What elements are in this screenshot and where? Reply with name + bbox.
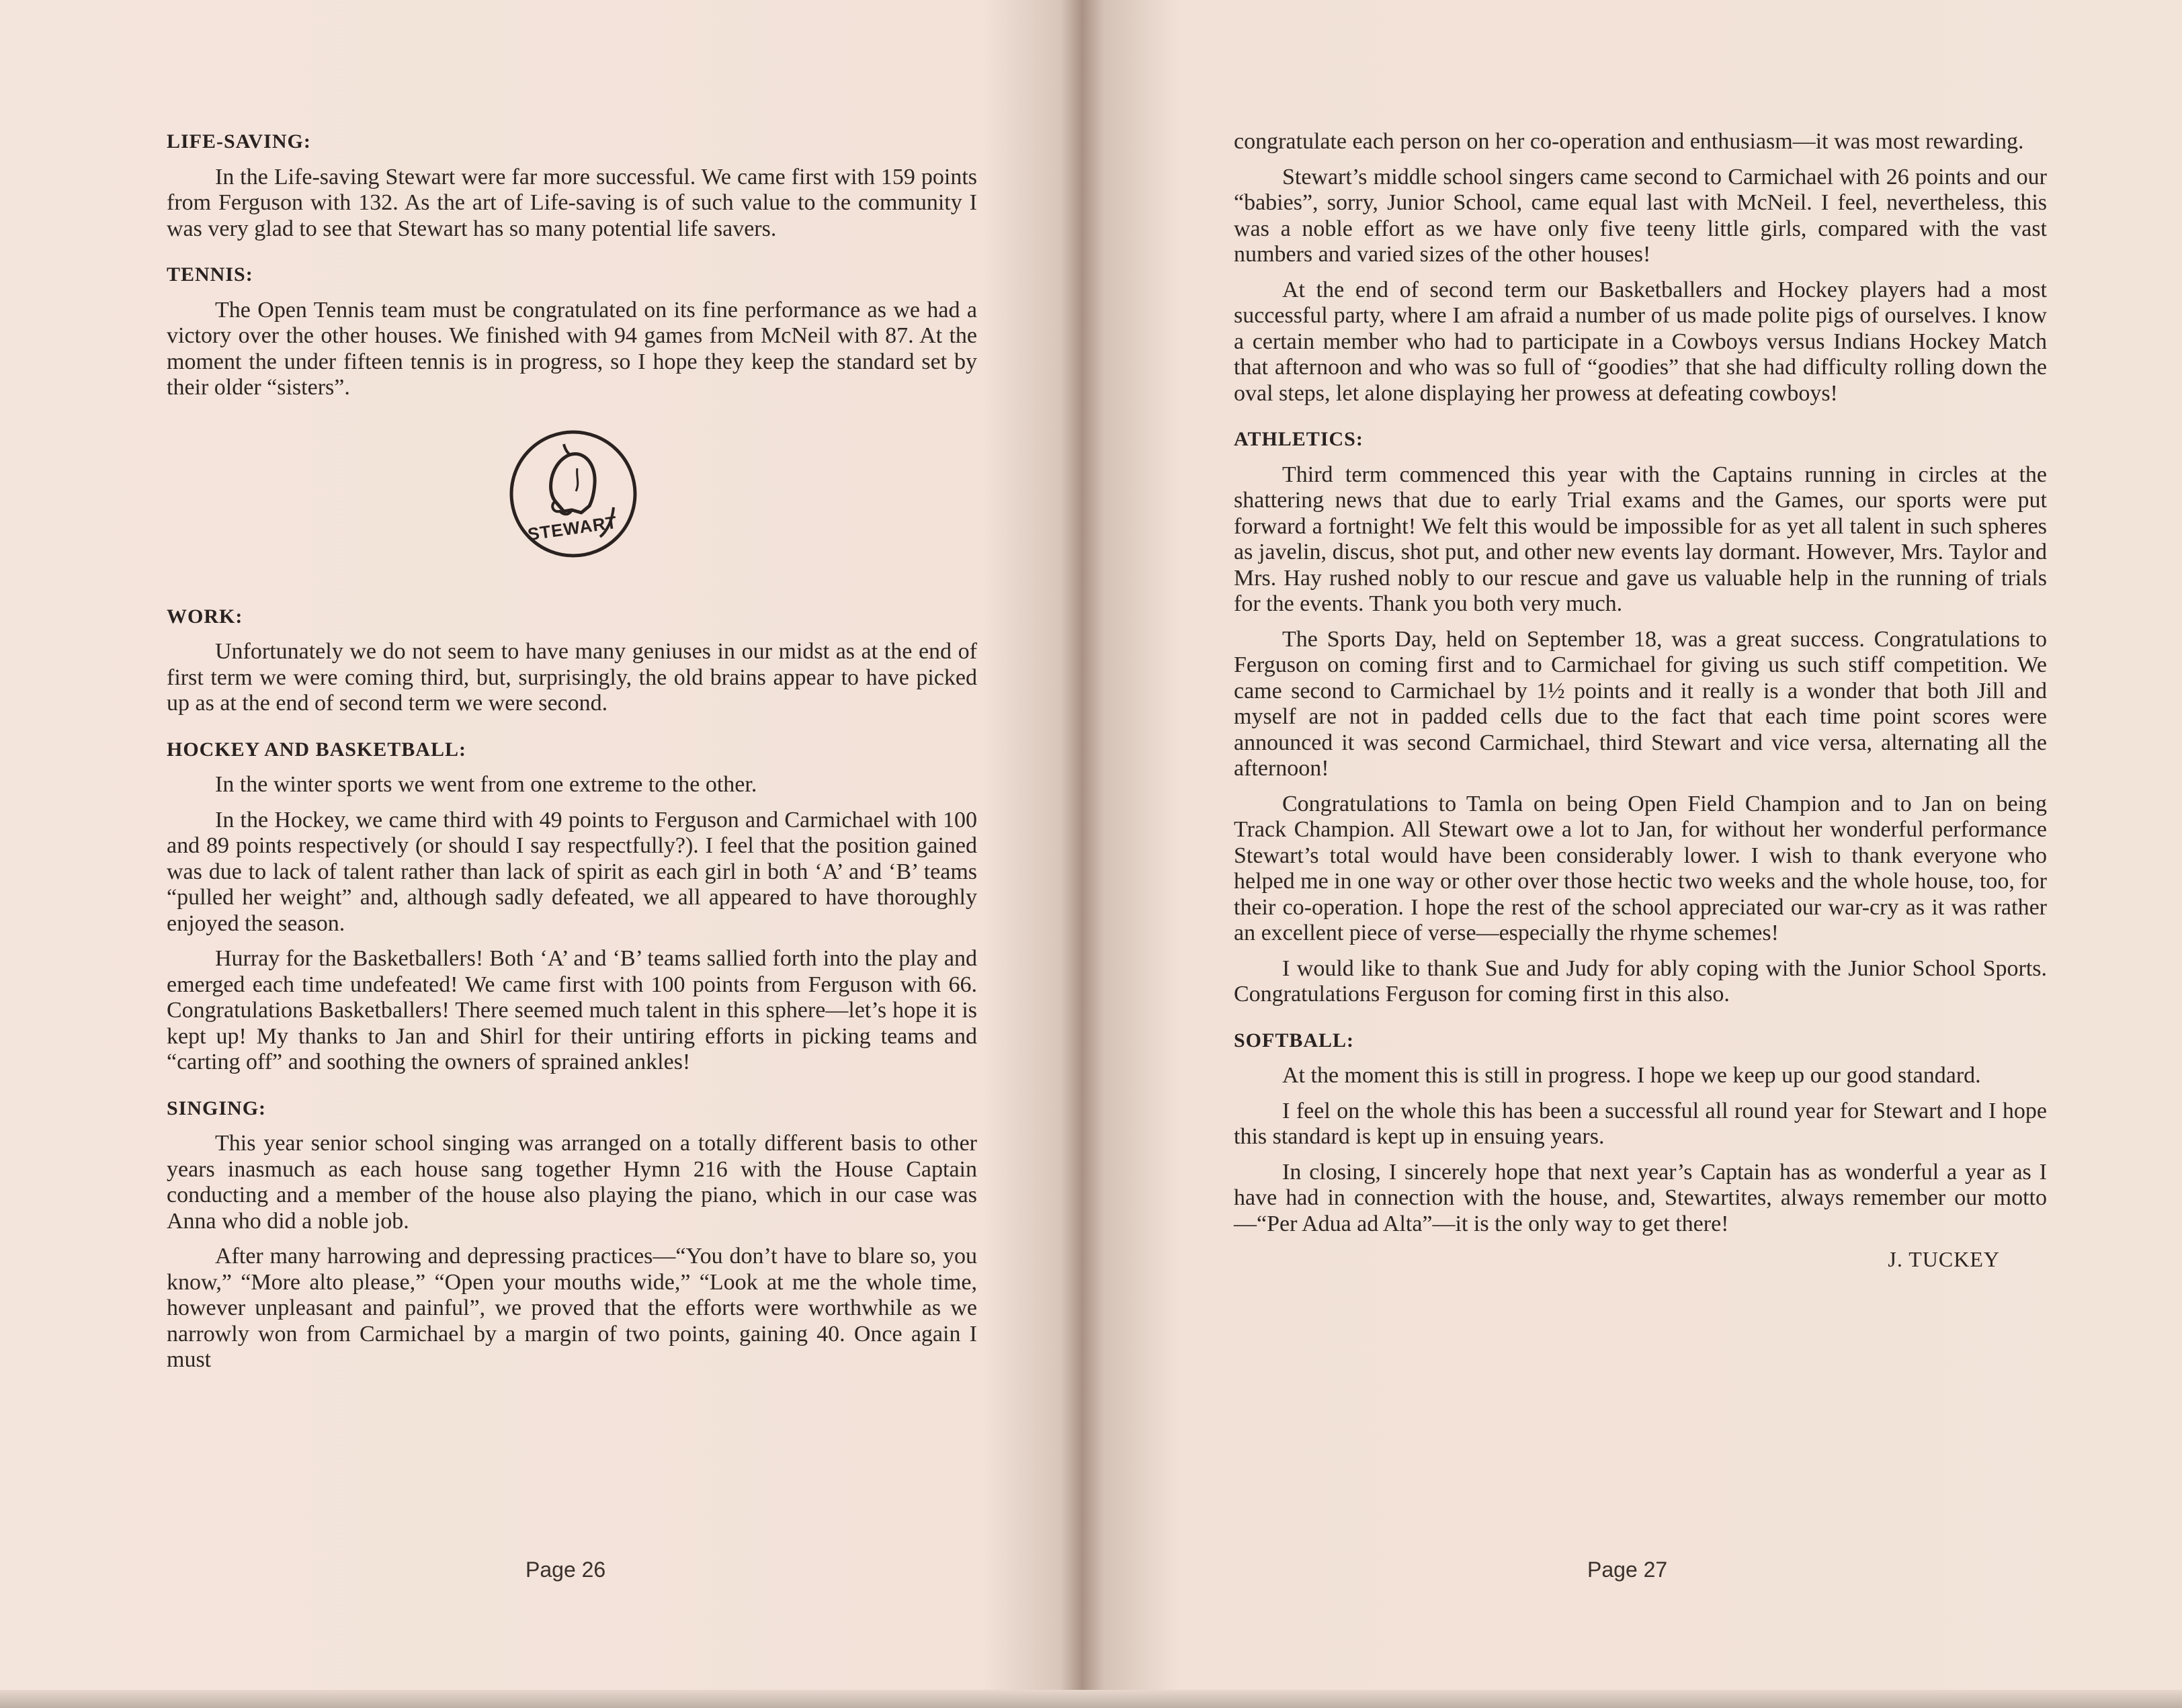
- paragraph: The Sports Day, held on September 18, was a great success. Congratulations to Ferguson on coming first and to Carmichael for giving us such stiff competition. We came second to Carmichael by 1½ points and it really is a wonder that both Jill and myself are not in padded cells due to the fact that each time point scores were announced it was second Carmichael, third Stewart and vice versa, alternating all the afternoon!: [1234, 626, 2047, 781]
- left-page: [0, 0, 1075, 1708]
- paragraph: In closing, I sincerely hope that next year’s Captain has as wonderful a year as I have had in connection with the house, and, Stewartites, always remember our motto—“Per Adua ad Alta”—it is the only way to get there!: [1234, 1159, 2047, 1236]
- section-softball: [1234, 1028, 2047, 1273]
- section-heading: TENNIS:: [167, 263, 253, 286]
- section-life-saving: [167, 129, 977, 242]
- right-page: [1102, 0, 2182, 1708]
- paragraph: In the winter sports we went from one extreme to the other.: [215, 772, 757, 797]
- paragraph: The Open Tennis team must be congratulated on its fine performance as we had a victory over the other houses. We finished with 94 games from McNeil with 87. At the moment the under fifteen tennis is in progress, so I hope they keep the standard set by their older “sisters”.: [167, 297, 977, 400]
- section-heading: HOCKEY AND BASKETBALL:: [167, 738, 466, 761]
- stewart-crest-icon: [506, 427, 640, 561]
- paragraph: Hurray for the Basketballers! Both ‘A’ and ‘B’ teams sallied forth into the play and emerged each time undefeated! We came first with 100 points from Ferguson with 66. Congratulations Basketballers! There seemed much talent in this sphere—let’s hope it is kept up! My thanks to Jan and Shirl for their untiring efforts in picking teams and “carting off” and soothing the owners of sprained ankles!: [167, 946, 977, 1074]
- continued-text: [1234, 129, 2047, 407]
- paragraph: Congratulations to Tamla on being Open Field Champion and to Jan on being Track Champion. All Stewart owe a lot to Jan, for without her wonderful performance Stewart’s total would have been considerably lower. I wish to thank everyone who helped me in one way or other over those hectic two weeks and the whole house, too, for their co-operation. I hope the rest of the school appreciated our war-cry as it was rather an excellent piece of verse—especially the rhyme schemes!: [1234, 791, 2047, 945]
- section-heading: WORK:: [167, 605, 243, 628]
- paragraph: Third term commenced this year with the Captains running in circles at the shattering news that due to early Trial exams and the Games, our sports were put forward a fortnight! We felt this would be impossible for as yet all talent in such spheres as javelin, discus, shot put, and other new events lay dormant. However, Mrs. Taylor and Mrs. Hay rushed nobly to our rescue and gave us valuable help in the running of trials for the events. Thank you both very much.: [1234, 462, 2047, 616]
- paragraph: congratulate each person on her co-operation and enthusiasm—it was most rewarding.: [1234, 129, 2024, 154]
- paragraph: In the Hockey, we came third with 49 points to Ferguson and Carmichael with 100 and 89 points respectively (or should I say respectfully?). I feel that the position gained was due to lack of talent rather than lack of spirit as each girl in both ‘A’ and ‘B’ teams “pulled her weight” and, although sadly defeated, we all appeared to have thoroughly enjoyed the season.: [167, 807, 977, 936]
- paragraph: This year senior school singing was arranged on a totally different basis to other years inasmuch as each house sang together Hymn 216 with the House Captain conducting and a member of the house also playing the piano, which in our case was Anna who did a noble job.: [167, 1131, 977, 1234]
- paragraph: At the end of second term our Basketballers and Hockey players had a most successful party, where I am afraid a number of us made polite pigs of ourselves. I know a certain member who had to participate in a Cowboys versus Indians Hockey Match that afternoon and who was so full of “goodies” that she had difficulty rolling down the oval steps, let alone displaying her prowess at defeating cowboys!: [1234, 277, 2047, 406]
- section-heading: SINGING:: [167, 1097, 267, 1119]
- section-tennis: [167, 262, 977, 401]
- paragraph: After many harrowing and depressing practices—“You don’t have to blare so, you know,” “More alto please,” “Open your mouths wide,” “Look at me the whole time, however unpleasant and painful”, we proved that the efforts were worthwhile as we narrowly won from Carmichael by a margin of two points, gaining 40. Once again I must: [167, 1244, 977, 1372]
- section-singing: [167, 1096, 977, 1373]
- paragraph: I feel on the whole this has been a successful all round year for Stewart and I hope this standard is kept up in ensuing years.: [1234, 1098, 2047, 1149]
- right-column: [1234, 129, 2047, 1293]
- page-number: Page 26: [526, 1557, 606, 1582]
- section-hockey-basketball: [167, 737, 977, 1076]
- paragraph: In the Life-saving Stewart were far more successful. We came first with 159 points from Ferguson with 132. As the art of Life-saving is of such value to the community I was very glad to see that Stewart has so many potential life savers.: [167, 164, 977, 241]
- crest-label: STEWART: [526, 511, 619, 544]
- section-heading: SOFTBALL:: [1234, 1029, 1355, 1052]
- section-heading: ATHLETICS:: [1234, 428, 1363, 450]
- section-athletics: [1234, 427, 2047, 1008]
- crest-container: [167, 421, 977, 589]
- section-heading: LIFE-SAVING:: [167, 130, 311, 153]
- section-work: [167, 604, 977, 717]
- author-signature: J. TUCKEY: [1888, 1247, 2000, 1271]
- page-bottom-edge: [0, 1690, 2182, 1708]
- paragraph: Unfortunately we do not seem to have many geniuses in our midst as at the end of first term we were coming third, but, surprisingly, the old brains appear to have picked up as at the end of second term we were second.: [167, 639, 977, 716]
- paragraph: At the moment this is still in progress. I hope we keep up our good standard.: [1282, 1063, 1981, 1088]
- paragraph: Stewart’s middle school singers came second to Carmichael with 26 points and our “babies”, sorry, Junior School, came equal last with McNeil. I feel, nevertheless, this was a noble effort as we have only five teeny little girls, compared with the vast numbers and varied sizes of the other houses!: [1234, 164, 2047, 267]
- page-number: Page 27: [1587, 1557, 1668, 1582]
- paragraph: I would like to thank Sue and Judy for ably coping with the Junior School Sports. Congratulations Ferguson for coming first in this also.: [1234, 955, 2047, 1007]
- left-column: [167, 129, 977, 1394]
